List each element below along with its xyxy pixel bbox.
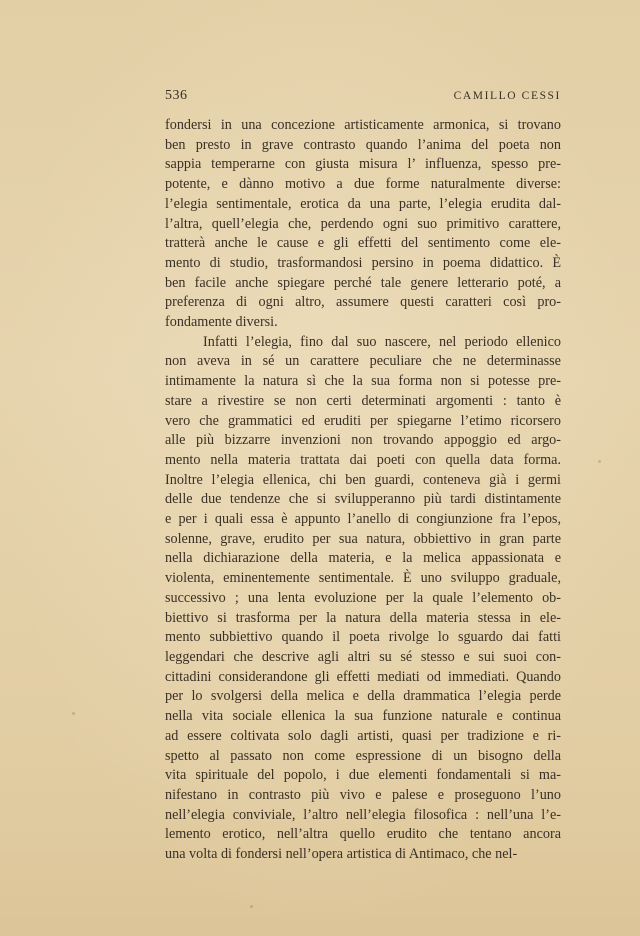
- text-line: non aveva in sé un carattere peculiare che ne determinasse: [165, 353, 561, 370]
- text-line: solenne, grave, erudito per sua natura, obbiettivo in gran parte: [165, 530, 561, 547]
- text-line: per lo svolgersi della melica e della drammatica l’elegia perde: [165, 688, 561, 705]
- running-head-author: CAMILLO CESSI: [453, 90, 561, 102]
- text-line: sappia temperarne con giusta misura l’ influenza, spesso pre-: [165, 156, 561, 173]
- body-text: [165, 116, 561, 865]
- paper-speck: [598, 460, 601, 463]
- text-line: preferenza di ogni altro, assumere questi caratteri così pro-: [165, 294, 561, 311]
- text-line: nella dichiarazione della materia, e la melica appassionata e: [165, 550, 561, 567]
- text-line: tratterà anche le cause e gli effetti del sentimento come ele-: [165, 235, 561, 252]
- paper-speck: [250, 905, 253, 908]
- text-line: spetto al passato non come espressione di un bisogno della: [165, 747, 561, 764]
- text-line: delle due tendenze che si svilupperanno più tardi distintamente: [165, 491, 561, 508]
- text-line: ben facile anche spiegare perché tale genere letterario poté, a: [165, 274, 561, 291]
- text-line: ad essere coltivata solo dagli artisti, quasi per tradizione e ri-: [165, 727, 561, 744]
- text-line: lemento erotico, nell’altra quello erudito che tentano ancora: [165, 826, 561, 843]
- running-head: [165, 88, 561, 108]
- text-line: ben presto in grave contrasto quando l’anima del poeta non: [165, 136, 561, 153]
- page-number: 536: [165, 88, 188, 103]
- text-line: violenta, eminentemente sentimentale. È uno sviluppo graduale,: [165, 570, 561, 587]
- text-line: fondersi in una concezione artisticamente armonica, si trovano: [165, 117, 561, 133]
- paper-speck: [72, 712, 75, 715]
- text-line: alle più bizzarre invenzioni non trovando appoggio ed argo-: [165, 432, 561, 449]
- text-line: successivo ; una lenta evoluzione per la quale l’elemento ob-: [165, 589, 561, 606]
- text-line: leggendari che descrive agli altri su sé stesso e sui suoi con-: [165, 648, 561, 665]
- text-line: l’altra, quell’elegia che, perdendo ogni suo primitivo carattere,: [165, 215, 561, 232]
- text-line: intimamente la natura sì che la sua forma non si potesse pre-: [165, 373, 561, 390]
- text-line: stare a rivestire se non certi determinati argomenti : tanto è: [165, 392, 561, 409]
- text-line: mento di studio, trasformandosi persino in poema didattico. È: [165, 254, 561, 271]
- text-line: l’elegia sentimentale, erotica da una parte, l’elegia erudita dal-: [165, 195, 561, 212]
- text-line: una volta di fondersi nell’opera artistica di Antimaco, che nel-: [165, 846, 518, 863]
- text-line: Inoltre l’elegia ellenica, chi ben guardi, conteneva già i germi: [165, 471, 561, 488]
- text-line: vero che grammatici ed eruditi per spiegarne l’etimo ricorsero: [165, 412, 561, 429]
- text-line: biettivo si trasforma per la natura della materia stessa in ele-: [165, 609, 561, 626]
- text-line: vita spirituale del popolo, i due elementi fondamentali si ma-: [165, 767, 561, 784]
- text-line: e per i quali essa è appunto l’anello di congiunzione fra l’epos,: [165, 511, 561, 528]
- text-line: cittadini considerandone gli effetti mediati od immediati. Quando: [165, 668, 561, 685]
- text-line: Infatti l’elegia, fino dal suo nascere, nel periodo ellenico: [203, 333, 561, 350]
- text-line: potente, e dànno motivo a due forme naturalmente diverse:: [165, 176, 561, 193]
- text-line: nifestano in contrasto più vivo e palese e proseguono l’uno: [165, 786, 561, 803]
- text-line: nell’elegia conviviale, l’altro nell’elegia filosofica : nell’una l’e-: [165, 806, 561, 823]
- text-line: fondamente diversi.: [165, 314, 278, 331]
- text-line: mento nella materia trattata dai poeti con quella data forma.: [165, 451, 561, 468]
- text-line: mento subbiettivo quando il poeta rivolge lo sguardo dai fatti: [165, 629, 561, 646]
- text-line: nella vita sociale ellenica la sua funzione naturale e continua: [165, 708, 561, 725]
